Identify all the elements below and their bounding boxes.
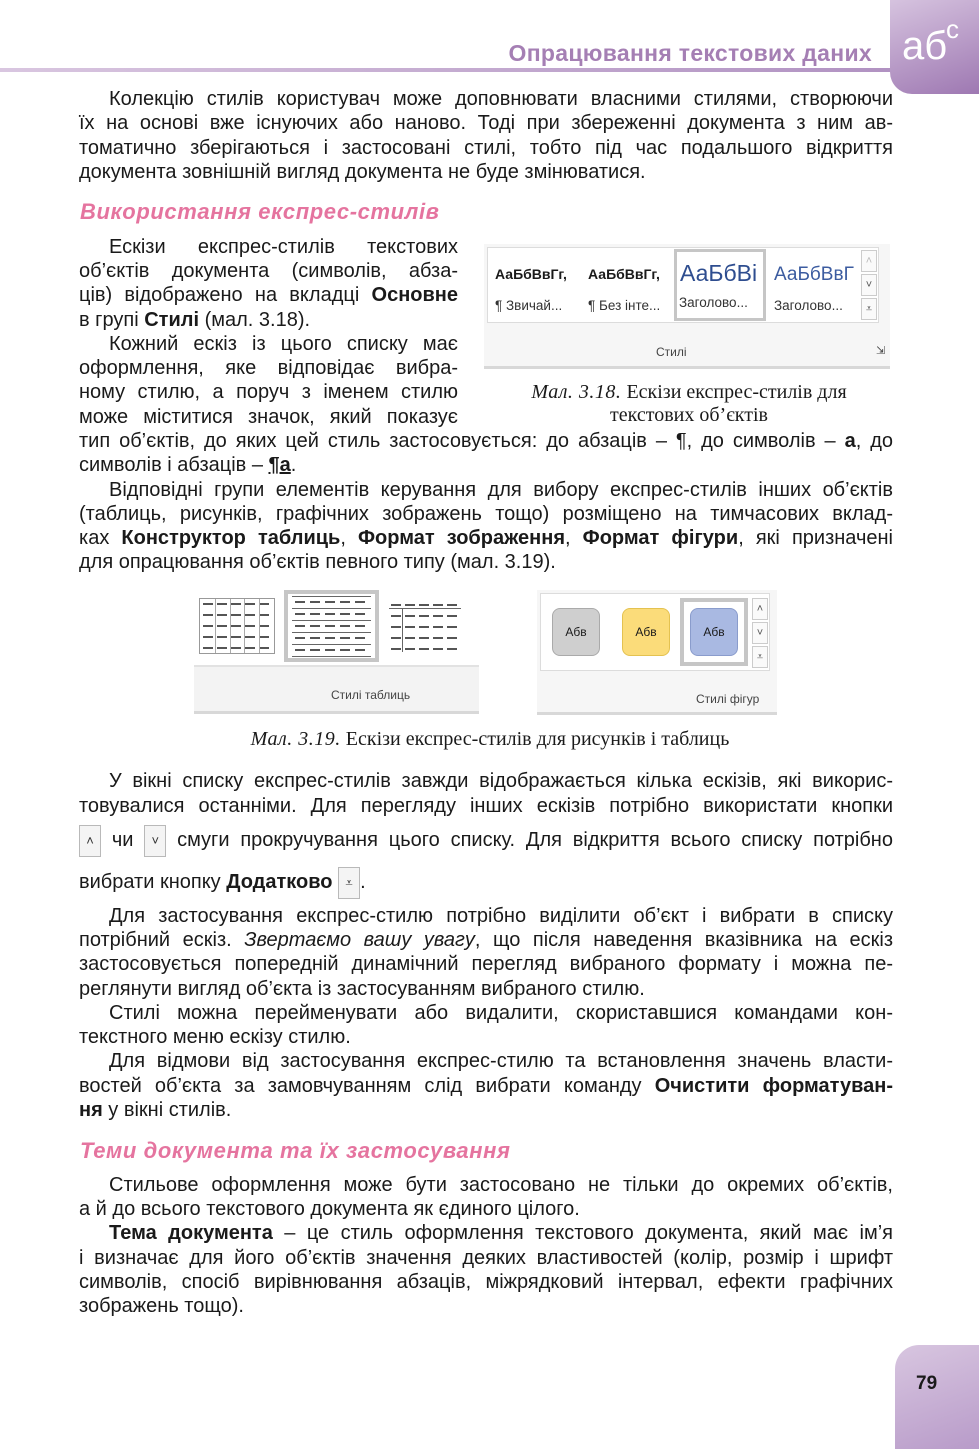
table-cell-mark — [447, 637, 457, 639]
table-cell-mark — [391, 637, 401, 639]
text-line — [79, 283, 458, 307]
figure-caption — [130, 728, 850, 751]
text-line — [79, 259, 458, 283]
page-number: 79 — [916, 1373, 938, 1394]
table-cell-mark — [325, 649, 335, 651]
table-cell-mark — [419, 637, 429, 639]
table-cell-mark — [433, 648, 443, 650]
styles-gallery — [487, 247, 879, 323]
table-cell-mark — [259, 647, 269, 649]
table-style-thumb-selected[interactable] — [284, 590, 379, 662]
table-cell-mark — [419, 615, 429, 617]
grid-line — [292, 596, 371, 597]
table-cell-mark — [391, 615, 401, 617]
style-sample: АаБбВі — [680, 260, 758, 286]
table-cell-mark — [259, 625, 269, 627]
italic-text: Звертаємо вашу увагу — [244, 929, 475, 951]
text-line — [79, 794, 893, 818]
text-run: в групі — [79, 309, 145, 331]
text-run: вибрати кнопку — [79, 871, 227, 893]
text-line — [109, 332, 458, 356]
dialog-launcher-icon[interactable]: ⇲ — [876, 345, 886, 357]
text-run: тип об’єктів, до яких цей стиль застосовується: до абзаців – ¶, до символів – — [79, 430, 845, 452]
para-char-mark: ¶a — [268, 454, 291, 476]
more-button[interactable]: ⩡ — [861, 298, 877, 320]
text-line — [79, 1197, 893, 1221]
caption-number: Мал. 3.19. — [250, 728, 341, 750]
text-run: востей об’єкта за замовчуванням слід вибрати команду — [79, 1075, 655, 1097]
text-line — [109, 87, 893, 111]
bold-term: Конструктор таблиць — [121, 527, 341, 549]
scroll-down-button-icon: ˅ — [144, 825, 166, 857]
table-cell-mark — [325, 601, 335, 603]
table-cell-mark — [231, 647, 241, 649]
text-run: (таблиць, рисунків, графічних зображень тощо) розміщено на тимчасових вклад- — [79, 503, 893, 525]
shape-style-thumb-selected[interactable] — [690, 608, 738, 656]
header-rule — [0, 68, 890, 72]
text-run: томатично зберігаються і застосовані стилі, тобто під час подальшого відкриття — [79, 137, 893, 159]
table-cell-mark — [217, 647, 227, 649]
table-style-thumb[interactable] — [389, 600, 461, 652]
table-cell-mark — [310, 625, 320, 627]
text-line — [109, 769, 893, 793]
text-line — [79, 429, 893, 453]
table-cell-mark — [203, 647, 213, 649]
table-cell-mark — [203, 625, 213, 627]
table-cell-mark — [295, 649, 305, 651]
text-run: Колекцію стилів користувач може доповнювати власними стилями, створюючи — [109, 88, 893, 110]
table-cell-mark — [419, 626, 429, 628]
text-line — [79, 502, 893, 526]
table-cell-mark — [310, 613, 320, 615]
table-cell-mark — [433, 604, 443, 606]
text-line — [109, 1001, 893, 1025]
styles-gallery-figure — [484, 244, 890, 369]
scroll-up-button[interactable]: ˄ — [861, 250, 877, 272]
text-line — [79, 1270, 893, 1294]
table-cell-mark — [295, 637, 305, 639]
table-cell-mark — [391, 626, 401, 628]
text-line — [109, 478, 893, 502]
text-line — [109, 1221, 893, 1245]
table-cell-mark — [355, 613, 365, 615]
shape-style-thumb[interactable] — [552, 608, 600, 656]
text-run: Кожний ескіз із цього списку має — [109, 333, 458, 355]
text-line — [79, 111, 893, 135]
shape-styles-figure — [537, 590, 777, 715]
table-cell-mark — [231, 603, 241, 605]
text-run: , — [564, 527, 583, 549]
text-run: ках — [79, 527, 122, 549]
grid-line — [244, 599, 245, 653]
style-name: Заголово... — [679, 295, 748, 310]
bold-term: ня — [79, 1099, 103, 1121]
text-line — [79, 1294, 893, 1318]
text-line — [79, 160, 893, 184]
scroll-up-button-icon: ˄ — [79, 825, 101, 857]
table-cell-mark — [325, 637, 335, 639]
table-cell-mark — [447, 648, 457, 650]
table-cell-mark — [340, 625, 350, 627]
text-run: символів і абзаців – — [79, 454, 269, 476]
table-cell-mark — [405, 626, 415, 628]
text-run: Для застосування експрес-стилю потрібно виділити об’єкт і вибрати в списку — [109, 905, 893, 927]
text-run: застосовується попередній динамічний перегляд вибраного формату і можна пе- — [79, 953, 893, 975]
bold-term: Основне — [371, 284, 458, 306]
text-run: . — [290, 454, 297, 476]
caption-number: Мал. 3.18. — [531, 381, 622, 403]
text-run: реглянути вигляд об’єкта із застосуванням вибраного стилю. — [79, 978, 645, 1000]
table-cell-mark — [310, 649, 320, 651]
text-run: текстного меню ескізу стилю. — [79, 1026, 351, 1048]
table-cell-mark — [340, 613, 350, 615]
caption-text: Ескізи експрес-стилів для рисунків і таблиць — [345, 728, 730, 750]
text-line — [79, 1025, 893, 1049]
table-cell-mark — [203, 603, 213, 605]
table-cell-mark — [245, 603, 255, 605]
text-line — [79, 1074, 893, 1098]
shape-sample: Абв — [565, 625, 587, 639]
group-label: Стилі таблиць — [331, 688, 411, 702]
text-line — [79, 550, 893, 574]
grid-line — [292, 656, 371, 657]
text-line — [79, 136, 893, 160]
style-name: Заголово... — [774, 298, 843, 313]
section-heading: Теми документа та їх застосування — [80, 1138, 511, 1163]
text-line — [109, 1049, 893, 1073]
scroll-down-button[interactable]: ˅ — [752, 622, 768, 644]
text-run: У вікні списку експрес-стилів завжди відображається кілька ескізів, які викорис- — [109, 770, 893, 792]
table-cell-mark — [419, 648, 429, 650]
group-label: Стилі — [656, 345, 687, 359]
table-cell-mark — [231, 625, 241, 627]
text-line — [79, 308, 458, 332]
section-heading: Використання експрес-стилів — [80, 199, 440, 224]
grid-line — [215, 599, 216, 653]
text-run: чи — [101, 829, 145, 851]
table-cell-mark — [217, 636, 227, 638]
style-item[interactable] — [584, 252, 672, 318]
text-line — [79, 866, 893, 899]
table-cell-mark — [231, 614, 241, 616]
table-cell-mark — [259, 636, 269, 638]
style-sample: АаБбВвГ — [774, 264, 854, 285]
text-run: , — [340, 527, 358, 549]
chapter-title: Опрацювання текстових даних — [508, 40, 872, 66]
table-cell-mark — [405, 615, 415, 617]
style-item-selected[interactable] — [674, 249, 766, 321]
table-cell-mark — [340, 637, 350, 639]
table-cell-mark — [340, 601, 350, 603]
text-run: у вікні стилів. — [102, 1099, 232, 1121]
text-run: оформлення, яке відповідає вибра- — [79, 357, 458, 379]
text-run: зображень тощо). — [79, 1295, 244, 1317]
style-sample: АаБбВвГг, — [588, 266, 660, 282]
table-cell-mark — [295, 625, 305, 627]
bold-term: Очистити форматуван- — [654, 1075, 893, 1097]
grid-line — [389, 608, 461, 609]
table-cell-mark — [203, 636, 213, 638]
text-run: . — [360, 871, 366, 893]
table-cell-mark — [355, 601, 365, 603]
text-line — [109, 235, 458, 259]
text-run: їх на основі вже існуючих або наново. Тоді при збереженні документа з ним ав- — [79, 112, 893, 134]
table-styles-figure — [194, 588, 479, 712]
table-cell-mark — [405, 637, 415, 639]
more-button[interactable]: ⩡ — [752, 646, 768, 668]
text-run: Стильове оформлення може бути застосовано не тільки до окремих об’єктів, — [109, 1174, 893, 1196]
table-cell-mark — [231, 636, 241, 638]
text-line — [79, 1246, 893, 1270]
text-line — [109, 904, 893, 928]
text-run: а й до всього текстового документа як єдиного цілого. — [79, 1198, 580, 1220]
caption-text: текстових об’єктів — [610, 404, 768, 426]
table-cell-mark — [245, 636, 255, 638]
text-run: ному стилю, а поруч з іменем стилю — [79, 381, 458, 403]
table-cell-mark — [340, 649, 350, 651]
shape-sample: Абв — [635, 625, 657, 639]
table-cell-mark — [217, 614, 227, 616]
text-line — [79, 977, 893, 1001]
text-run: смуги прокручування цього списку. Для відкриття всього списку потрібно — [166, 829, 893, 851]
table-cell-mark — [447, 615, 457, 617]
text-run: Відповідні групи елементів керування для вибору експрес-стилів інших об’єктів — [109, 479, 893, 501]
text-line — [79, 380, 458, 404]
text-line — [79, 453, 893, 477]
table-cell-mark — [447, 604, 457, 606]
table-cell-mark — [419, 604, 429, 606]
grid-line — [402, 608, 403, 652]
table-cell-mark — [259, 603, 269, 605]
table-cell-mark — [325, 625, 335, 627]
style-sample: АаБбВвГг, — [495, 266, 567, 282]
text-run: може міститися значок, який показує — [79, 406, 458, 428]
logo-sup: с — [946, 14, 959, 44]
text-run: і визначає для його об’єктів значення деяких властивостей (колір, розмір і шрифт — [79, 1247, 893, 1269]
table-cell-mark — [217, 603, 227, 605]
text-run: для опрацювання об’єктів певного типу (мал. 3.19). — [79, 551, 556, 573]
table-cell-mark — [391, 648, 401, 650]
text-line — [79, 405, 458, 429]
shape-style-thumb[interactable] — [622, 608, 670, 656]
bold-term: Формат фігури — [582, 527, 739, 549]
table-cell-mark — [325, 613, 335, 615]
grid-line — [292, 608, 371, 609]
table-cell-mark — [405, 604, 415, 606]
table-cell-mark — [245, 625, 255, 627]
text-run: потрібний ескіз. — [79, 929, 245, 951]
text-run: об’єктів документа (символів, абза- — [79, 260, 458, 282]
bold-term: Тема документа — [109, 1222, 273, 1244]
table-cell-mark — [405, 648, 415, 650]
table-cell-mark — [433, 637, 443, 639]
bold-term: Стилі — [144, 309, 200, 331]
text-line — [109, 1173, 893, 1197]
table-style-thumb[interactable] — [199, 598, 275, 654]
text-run: Стилі можна перейменувати або видалити, скориставшися командами кон- — [109, 1002, 893, 1024]
grid-line — [259, 599, 260, 653]
text-line — [79, 824, 893, 857]
table-cell-mark — [433, 615, 443, 617]
table-cell-mark — [391, 604, 401, 606]
text-run: – це стиль оформлення текстового документа, який має ім’я — [272, 1222, 893, 1244]
style-name: ¶ Звичай... — [495, 298, 563, 313]
text-run: , до — [855, 430, 894, 452]
table-cell-mark — [295, 601, 305, 603]
logo-text: аб — [902, 24, 948, 68]
bold-term: Формат зображення — [357, 527, 565, 549]
scroll-up-button[interactable]: ˄ — [752, 598, 768, 620]
table-cell-mark — [310, 601, 320, 603]
scroll-down-button[interactable]: ˅ — [861, 274, 877, 296]
text-run: (мал. 3.18). — [199, 309, 311, 331]
table-cell-mark — [217, 625, 227, 627]
bold-term: Додатково — [226, 871, 333, 893]
table-cell-mark — [245, 647, 255, 649]
bold-term: а — [844, 430, 856, 452]
figure-caption — [484, 381, 894, 427]
text-run: ців) відображено на вкладці — [79, 284, 372, 306]
text-line — [79, 952, 893, 976]
caption-text: Ескізи експрес-стилів для — [626, 381, 847, 403]
table-cell-mark — [245, 614, 255, 616]
text-run: документа зовнішній вигляд документа не буде змінюватися. — [79, 161, 646, 183]
grid-line — [292, 644, 371, 645]
table-cell-mark — [355, 649, 365, 651]
page-number-tab — [895, 1345, 979, 1449]
table-cell-mark — [203, 614, 213, 616]
table-cell-mark — [433, 626, 443, 628]
style-item[interactable] — [770, 252, 858, 318]
table-cell-mark — [355, 637, 365, 639]
table-cell-mark — [295, 613, 305, 615]
text-run: Ескізи експрес-стилів текстових — [109, 236, 458, 258]
text-run: , які призначені — [738, 527, 893, 549]
style-name: ¶ Без інте... — [588, 298, 661, 313]
shape-sample: Абв — [703, 625, 725, 639]
text-run: Для відмови від застосування експрес-стилю та встановлення значень власти- — [109, 1050, 893, 1072]
grid-line — [230, 599, 231, 653]
text-line — [79, 1098, 893, 1122]
table-cell-mark — [447, 626, 457, 628]
text-run: символів, спосіб вирівнювання абзаців, міжрядковий інтервал, ефекти графічних — [79, 1271, 893, 1293]
grid-line — [292, 620, 371, 621]
text-run: , що після наведення вказівника на ескіз — [474, 929, 893, 951]
text-line — [79, 356, 458, 380]
style-item[interactable] — [491, 252, 579, 318]
grid-line — [292, 632, 371, 633]
group-label: Стилі фігур — [696, 692, 760, 706]
text-line — [79, 928, 893, 952]
text-run: товувалися останніми. Для перегляду інших ескізів потрібно використати кнопки — [79, 795, 893, 817]
table-cell-mark — [355, 625, 365, 627]
table-cell-mark — [310, 637, 320, 639]
table-cell-mark — [259, 614, 269, 616]
chapter-logo — [890, 0, 979, 94]
text-line — [79, 526, 893, 550]
more-button-icon: ⩡ — [338, 867, 360, 899]
